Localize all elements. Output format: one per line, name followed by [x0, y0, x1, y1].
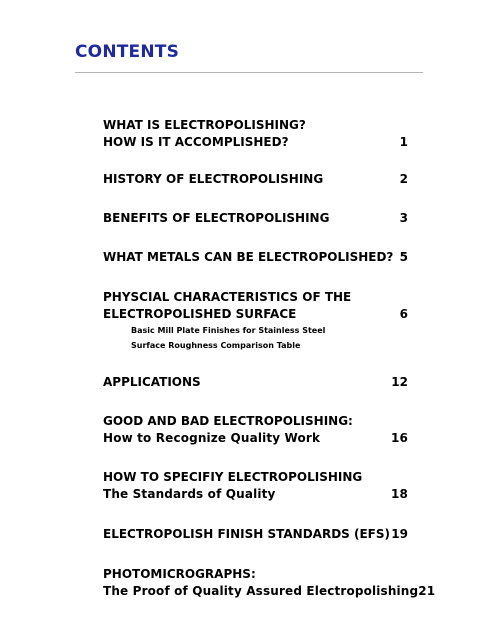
toc-entry-how-to-specify[interactable] [103, 469, 408, 503]
toc-entry-line [103, 289, 408, 306]
toc-entry-history[interactable] [103, 171, 408, 188]
toc-entry-benefits[interactable] [103, 210, 408, 227]
toc-subitem[interactable]: Surface Roughness Comparison Table [131, 341, 301, 350]
toc-entry-good-and-bad[interactable] [103, 413, 408, 447]
toc-entry-title: APPLICATIONS [103, 375, 201, 389]
toc-entry-title: PHYSCIAL CHARACTERISTICS OF THE [103, 290, 352, 304]
toc-page-number: 12 [391, 375, 408, 389]
toc-entry-title: HOW TO SPECIFIY ELECTROPOLISHING [103, 470, 363, 484]
toc-entry-title: The Proof of Quality Assured Electropolishing [103, 584, 419, 598]
toc-subitem[interactable]: Basic Mill Plate Finishes for Stainless Steel [131, 326, 326, 335]
toc-entry-line [103, 171, 408, 188]
toc-entry-photomicrographs[interactable] [103, 566, 436, 600]
toc-entry-line [103, 210, 408, 227]
toc-entry-applications[interactable] [103, 374, 408, 391]
toc-entry-physical-characteristics[interactable] [103, 289, 408, 354]
toc-entry-title: BENEFITS OF ELECTROPOLISHING [103, 211, 330, 225]
toc-page-number: 16 [391, 431, 408, 445]
toc-entry-title: HISTORY OF ELECTROPOLISHING [103, 172, 324, 186]
toc-entry-line [103, 486, 408, 503]
toc-entry-title: ELECTROPOLISHED SURFACE [103, 307, 297, 321]
toc-page-number: 21 [418, 584, 436, 598]
toc-page-number: 3 [399, 211, 408, 225]
toc-page-number: 19 [391, 527, 408, 541]
toc-entry-line [103, 430, 408, 447]
toc-page-number: 2 [399, 172, 408, 186]
toc-entry-line [103, 566, 408, 583]
toc-entry-line [103, 249, 408, 266]
toc-entry-what-is-electropolishing[interactable] [103, 117, 408, 151]
toc-entry-line [103, 134, 408, 151]
toc-entry-line [103, 413, 408, 430]
toc-entry-title: HOW IS IT ACCOMPLISHED? [103, 135, 289, 149]
toc-entry-what-metals[interactable] [103, 249, 408, 266]
toc-entry-finish-standards[interactable] [103, 526, 408, 543]
toc-entry-title: The Standards of Quality [103, 487, 276, 501]
toc-entry-title: PHOTOMICROGRAPHS: [103, 567, 256, 581]
toc-entry-line [103, 306, 408, 323]
toc-entry-line [103, 117, 408, 134]
toc-entry-line [103, 526, 408, 543]
toc-entry-title: WHAT METALS CAN BE ELECTROPOLISHED? [103, 250, 394, 264]
page-title: CONTENTS [75, 42, 180, 62]
toc-entry-line [103, 469, 408, 486]
toc-entry-title: How to Recognize Quality Work [103, 431, 321, 445]
toc-entry-title: GOOD AND BAD ELECTROPOLISHING: [103, 414, 353, 428]
toc-page-number: 1 [399, 135, 408, 149]
toc-page-number: 6 [399, 307, 408, 321]
toc-entry-title: ELECTROPOLISH FINISH STANDARDS (EFS) [103, 527, 390, 541]
toc-entry-line [103, 583, 436, 600]
toc-page-number: 5 [399, 250, 408, 264]
toc-entry-title: WHAT IS ELECTROPOLISHING? [103, 118, 306, 132]
toc-entry-line [103, 374, 408, 391]
toc-page-number: 18 [391, 487, 408, 501]
title-divider [75, 72, 423, 73]
